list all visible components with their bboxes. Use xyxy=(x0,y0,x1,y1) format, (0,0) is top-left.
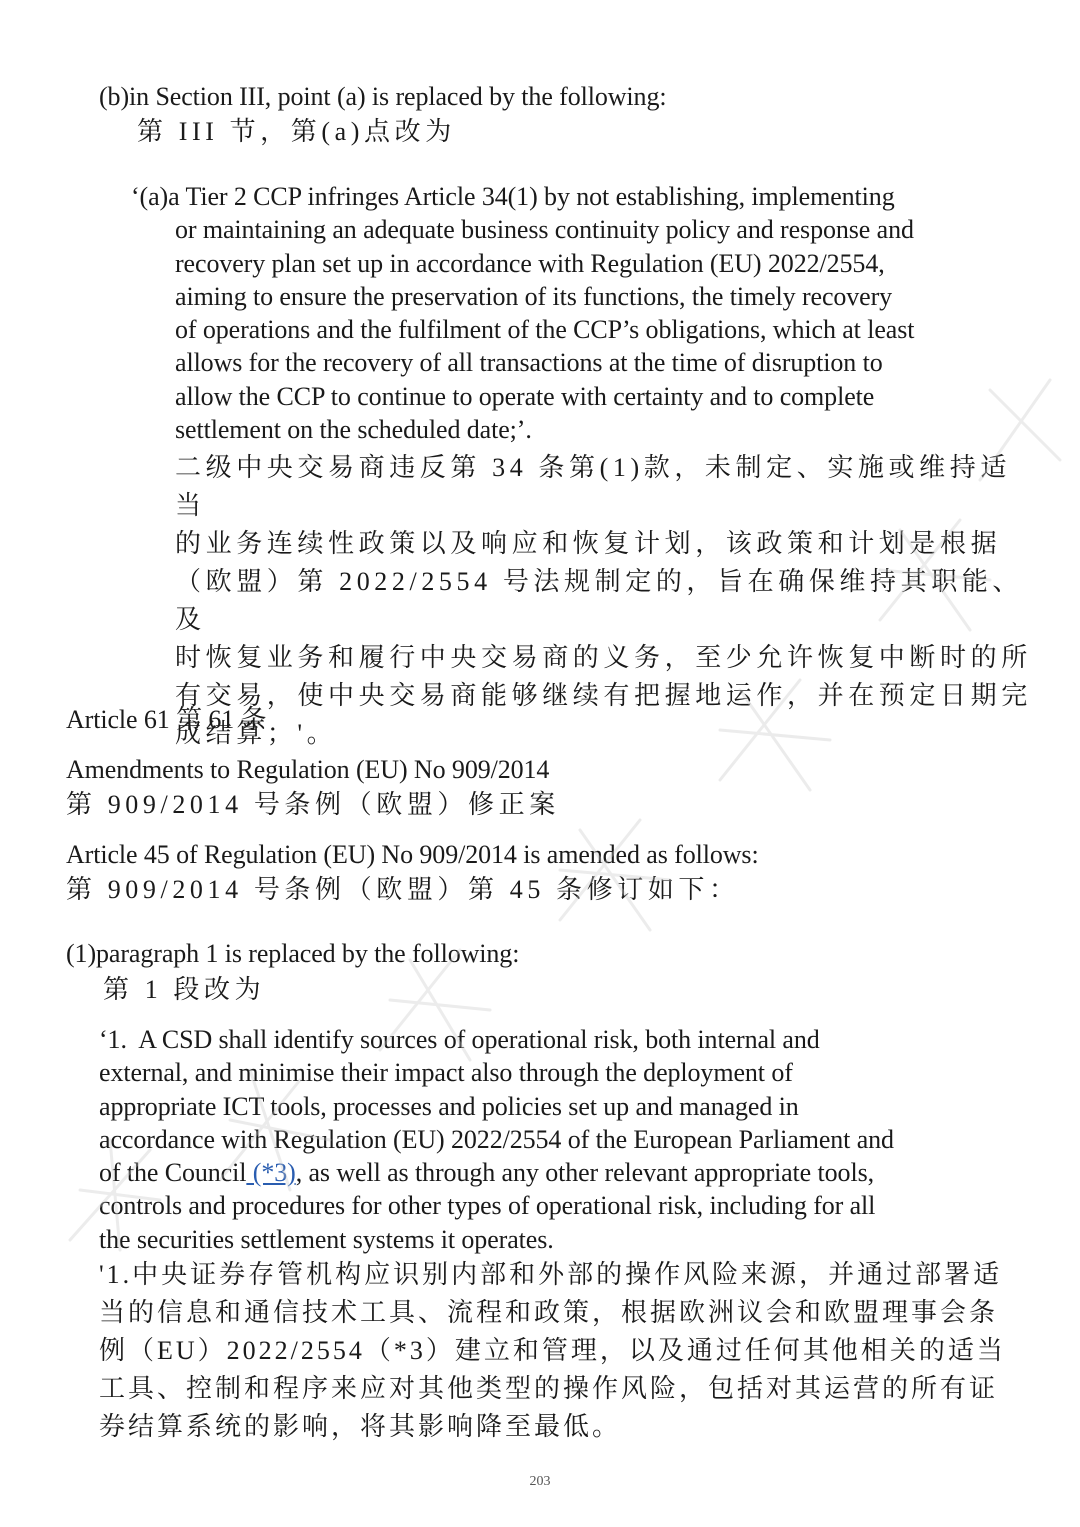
paragraph-1-heading-en: (1)paragraph 1 is replaced by the following: xyxy=(66,939,520,968)
quote-line: aiming to ensure the preservation of its functions, the timely recovery xyxy=(175,281,893,311)
paragraph-1-quote-en xyxy=(99,1023,1039,1256)
amendments-heading-en: Amendments to Regulation (EU) No 909/2014 xyxy=(66,755,550,784)
paragraph-1-heading-zh: 第 1 段改为 xyxy=(103,975,266,1004)
quote-line-zh: 成结算；'。 xyxy=(175,719,338,748)
article-45-intro-en: Article 45 of Regulation (EU) No 909/2014 is amended as follows: xyxy=(66,840,759,869)
quote-line-zh: 有交易，使中央交易商能够继续有把握地运作，并在预定日期完 xyxy=(175,681,1032,710)
quote-line: settlement on the scheduled date;’. xyxy=(175,415,532,445)
quote-line: ‘1. A CSD shall identify sources of operational risk, both internal and xyxy=(99,1025,820,1054)
quote-line: appropriate ICT tools, processes and policies set up and managed in xyxy=(99,1091,799,1121)
quote-line: allows for the recovery of all transactions at the time of disruption to xyxy=(175,348,883,378)
quote-line xyxy=(99,1156,1039,1189)
quote-line: the securities settlement systems it operates. xyxy=(99,1224,554,1254)
quote-line-zh: 时恢复业务和履行中央交易商的义务，至少允许恢复中断时的所 xyxy=(175,643,1032,672)
quote-line-zh: 例（EU）2022/2554（*3）建立和管理，以及通过任何其他相关的适当 xyxy=(99,1336,1006,1365)
council-text: of the Council xyxy=(99,1158,247,1188)
quote-line-zh: 二级中央交易商违反第 34 条第(1)款，未制定、实施或维持适当 xyxy=(175,453,1011,520)
section-b-heading-en: (b)in Section III, point (a) is replaced by the following: xyxy=(99,82,667,111)
quote-line-zh: 当的信息和通信技术工具、流程和政策，根据欧洲议会和欧盟理事会条 xyxy=(99,1298,999,1327)
quote-line: recovery plan set up in accordance with Regulation (EU) 2022/2554, xyxy=(175,248,885,278)
page-number: 203 xyxy=(529,1474,551,1489)
paragraph-1-quote-zh xyxy=(99,1256,1039,1446)
quote-line-zh: 的业务连续性政策以及响应和恢复计划，该政策和计划是根据 xyxy=(175,529,1002,558)
section-b-quote-zh xyxy=(175,449,1035,753)
quote-line-zh: （欧盟）第 2022/2554 号法规制定的，旨在确保维持其职能、及 xyxy=(175,567,1024,634)
quote-line: of operations and the fulfilment of the CCP’s obligations, which at least xyxy=(175,315,915,345)
footnote-link-3[interactable]: (*3) xyxy=(246,1158,296,1188)
council-text-tail: , as well as through any other relevant appropriate tools, xyxy=(295,1158,874,1188)
quote-line: external, and minimise their impact also through the deployment of xyxy=(99,1058,793,1088)
quote-line-zh: 工具、控制和程序来应对其他类型的操作风险，包括对其运营的所有证 xyxy=(99,1374,999,1403)
quote-line: ‘(a)a Tier 2 CCP infringes Article 34(1) by not establishing, implementing xyxy=(131,182,895,211)
quote-line: or maintaining an adequate business continuity policy and response and xyxy=(175,215,914,245)
quote-line: allow the CCP to continue to operate with certainty and to complete xyxy=(175,381,875,411)
amendments-heading-zh: 第 909/2014 号条例（欧盟）修正案 xyxy=(66,790,560,819)
quote-line-zh: 券结算系统的影响，将其影响降至最低。 xyxy=(99,1412,622,1441)
article-45-intro-zh: 第 909/2014 号条例（欧盟）第 45 条修订如下： xyxy=(66,875,740,904)
quote-line-zh: '1.中央证券存管机构应识别内部和外部的操作风险来源，并通过部署适 xyxy=(99,1260,1003,1289)
section-b-quote-en xyxy=(131,180,1031,446)
quote-line: accordance with Regulation (EU) 2022/2554 of the European Parliament and xyxy=(99,1124,894,1154)
article-61-title: Article 61 第 61 条 xyxy=(66,705,267,734)
quote-line: controls and procedures for other types of operational risk, including for all xyxy=(99,1191,876,1221)
section-b-heading-zh: 第 III 节，第(a)点改为 xyxy=(137,117,456,146)
